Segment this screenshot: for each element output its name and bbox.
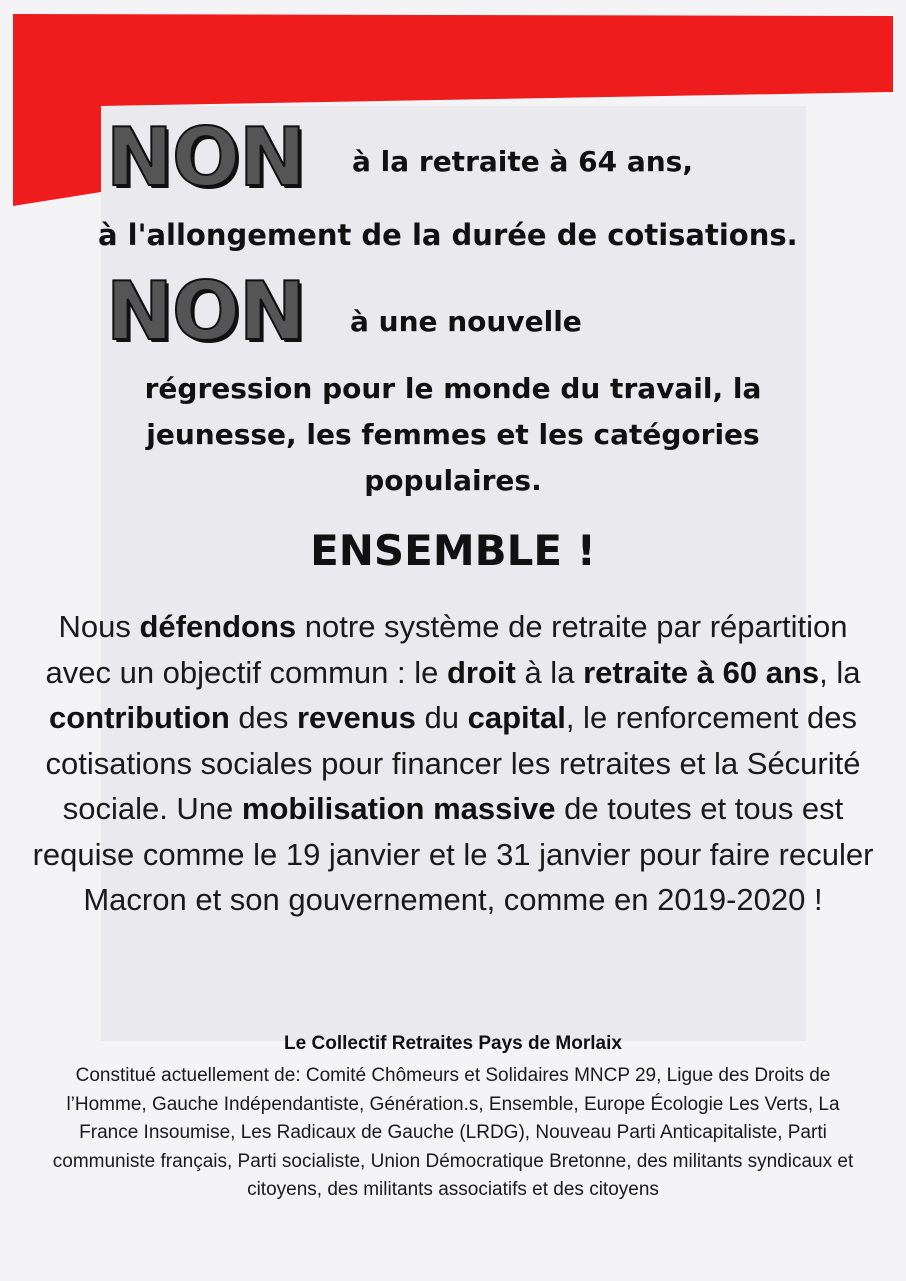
emphasis-mobilisation: mobilisation massive bbox=[241, 791, 556, 826]
manifesto-text bbox=[30, 604, 876, 923]
slogan-line-5: jeunesse, les femmes et les catégories bbox=[146, 418, 760, 451]
text-span: des bbox=[229, 700, 297, 735]
ensemble-heading: ENSEMBLE ! bbox=[310, 526, 596, 575]
text-span: à la bbox=[515, 654, 584, 690]
slogan-line-4: régression pour le monde du travail, la bbox=[144, 372, 762, 405]
slogan-line-3: à une nouvelle bbox=[350, 305, 582, 338]
text-span: Nous bbox=[58, 609, 140, 644]
slogan-line-1: à la retraite à 64 ans, bbox=[352, 145, 693, 178]
emphasis-capital: capital bbox=[467, 700, 566, 735]
text-span: de toutes et tous est requise comme le 19 janvier et le 31 janvier pour faire reculer Macron et son gouvernement, comme en 2019-2020 ! bbox=[32, 791, 874, 917]
slogan-line-6: populaires. bbox=[364, 464, 542, 497]
collectif-members: Constitué actuellement de: Comité Chômeurs et Solidaires MNCP 29, Ligue des Droits de l’Homme, Gauche Indépendantiste, Génération.s, Ensemble, Europe Écologie Les Verts, La France Insoumise, Les Radicaux de Gauche (LRDG), Nouveau Parti Anticapitaliste, Parti communiste français, Parti socialiste, Union Démocratique Bretonne, des militants syndicaux et citoyens, des militants associatifs et des citoyens bbox=[52, 1065, 854, 1200]
slogan-paragraph bbox=[60, 366, 846, 504]
non-heading-1: NON bbox=[106, 111, 305, 204]
emphasis-droit: droit bbox=[446, 654, 516, 690]
emphasis-revenus: revenus bbox=[296, 700, 416, 735]
collectif-title: Le Collectif Retraites Pays de Morlaix bbox=[284, 1033, 622, 1054]
text-span: du bbox=[415, 700, 468, 735]
emphasis-defendons: défendons bbox=[139, 609, 297, 644]
text-span: , la bbox=[819, 654, 861, 690]
non-heading-2: NON bbox=[106, 265, 305, 358]
text-span: notre système de retraite par répartition avec un objectif commun : le bbox=[45, 609, 848, 690]
emphasis-contribution: contribution bbox=[48, 700, 230, 735]
emphasis-retraite-60: retraite à 60 ans bbox=[583, 654, 820, 690]
text-span: , le renforcement des cotisations sociales pour financer les retraites et la Sécurité sociale. Une bbox=[45, 700, 861, 826]
slogan-line-2: à l'allongement de la durée de cotisations. bbox=[98, 218, 798, 252]
